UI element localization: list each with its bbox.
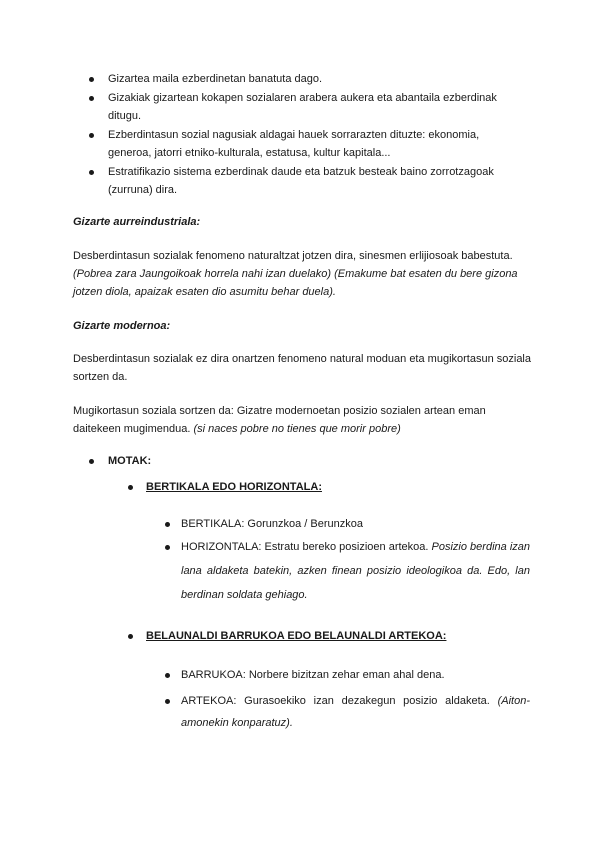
bullet-icon bbox=[165, 522, 170, 527]
list-item bbox=[165, 538, 530, 607]
bullet-icon bbox=[89, 170, 94, 175]
bullet-icon bbox=[165, 673, 170, 678]
bullet-icon bbox=[89, 77, 94, 82]
bullet-icon bbox=[165, 545, 170, 550]
list-item: Gizakiak gizartean kokapen sozialaren arabera aukera eta abantaila ezberdinak ditugu. bbox=[89, 89, 519, 125]
list-item-motak: MOTAK: bbox=[89, 452, 151, 470]
item-text: HORIZONTALA: Estratu bereko posizioen artekoa. bbox=[181, 541, 429, 553]
item-text: ARTEKOA: Gurasoekiko izan dezakegun posizio aldaketa. bbox=[181, 695, 490, 707]
bullet-icon bbox=[89, 133, 94, 138]
paragraph bbox=[73, 247, 533, 301]
section-heading: Gizarte modernoa: bbox=[73, 320, 171, 332]
paragraph-text: Mugikortasun soziala sortzen da: Gizatre modernoetan posizio sozialen artean eman daitekeen mugimendua. bbox=[73, 405, 486, 435]
list-item: BERTIKALA: Gorunzkoa / Berunzkoa bbox=[165, 515, 530, 533]
paragraph-italic: (Pobrea zara Jaungoikoak horrela nahi izan duelako) (Emakume bat esaten du bere gizona jotzen diola, apaizak esaten dio asumitu behar duela). bbox=[73, 268, 518, 298]
paragraph-text: Desberdintasun sozialak fenomeno naturaltzat jotzen dira, sinesmen erlijiosoak babestuta. bbox=[73, 250, 513, 262]
bullet-icon bbox=[128, 485, 133, 490]
bullet-icon bbox=[128, 634, 133, 639]
section-heading: Gizarte aurreindustriala: bbox=[73, 216, 201, 228]
paragraph: Desberdintasun sozialak ez dira onartzen fenomeno natural moduan eta mugikortasun soziala sortzen da. bbox=[73, 353, 531, 383]
list-item-group-title: BERTIKALA EDO HORIZONTALA: bbox=[128, 478, 322, 496]
paragraph bbox=[73, 402, 513, 438]
bullet-icon bbox=[165, 699, 170, 704]
bullet-icon bbox=[89, 96, 94, 101]
list-item: Estratifikazio sistema ezberdinak daude eta batzuk besteak baino zorrotzagoak (zurruna) dira. bbox=[89, 163, 519, 199]
bullet-icon bbox=[89, 459, 94, 464]
list-item: Gizartea maila ezberdinetan banatuta dago. bbox=[89, 70, 509, 88]
list-item bbox=[165, 692, 530, 734]
list-item: BARRUKOA: Norbere bizitzan zehar eman ahal dena. bbox=[165, 666, 530, 684]
item-italic: Posizio berdina izan lana aldaketa batekin, azken finean posizio ideologikoa da. Edo, lan berdinan soldata gehiago. bbox=[181, 541, 531, 601]
paragraph-italic: (si naces pobre no tienes que morir pobre) bbox=[193, 423, 401, 435]
item-italic: (Aiton-amonekin konparatuz). bbox=[181, 695, 530, 729]
list-item: Ezberdintasun sozial nagusiak aldagai hauek sorrarazten dituzte: ekonomia, generoa, jatorri etniko-kulturala, estatusa, kultur kapitala... bbox=[89, 126, 519, 162]
list-item-group-title: BELAUNALDI BARRUKOA EDO BELAUNALDI ARTEKOA: bbox=[128, 627, 446, 645]
